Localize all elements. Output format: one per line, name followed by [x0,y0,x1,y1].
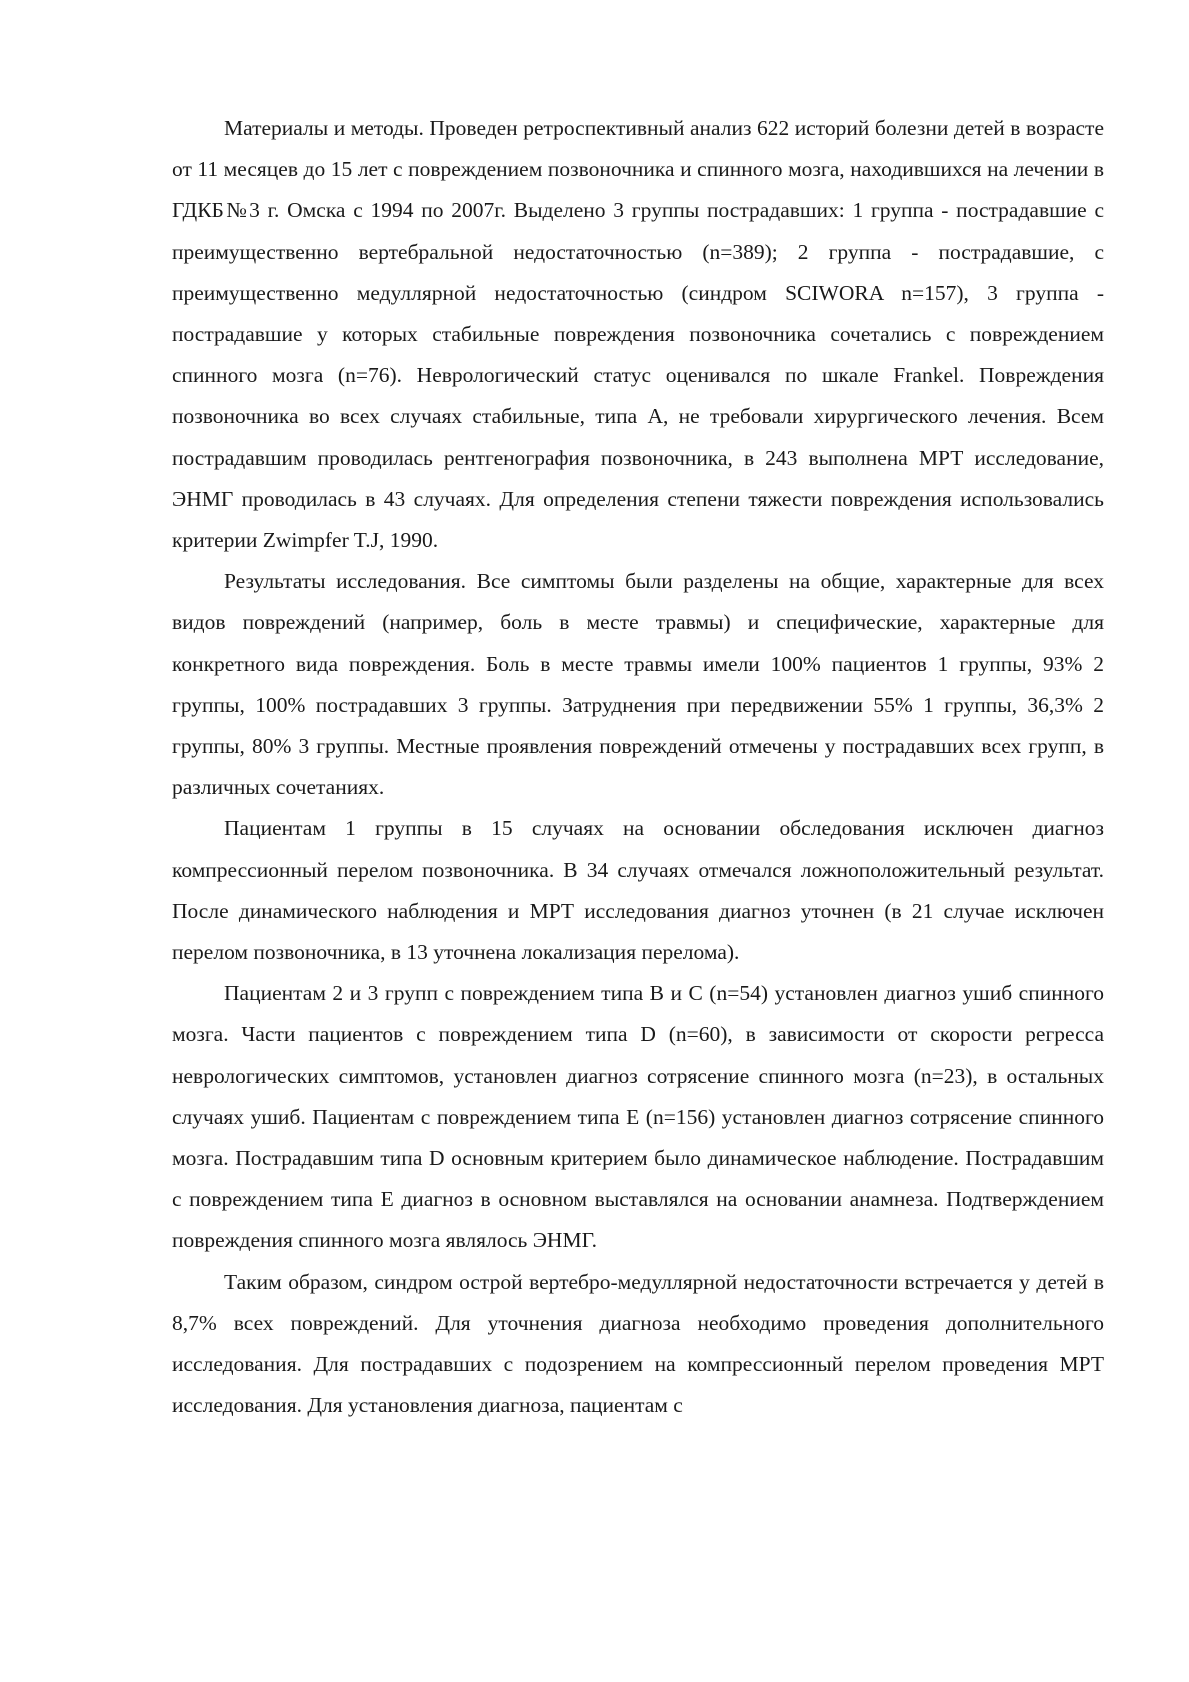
paragraph-conclusion: Таким образом, синдром острой вертебро-медуллярной недостаточности встречается у детей в 8,7% всех повреждений. Для уточнения диагноза необходимо проведения дополнительного исследования. Для пострадавших с подозрением на компрессионный перелом проведения МРТ исследования. Для установления диагноза, пациентам с [172,1269,1104,1418]
paragraph-groups-2-3: Пациентам 2 и 3 групп с повреждением типа В и С (n=54) установлен диагноз ушиб спинного мозга. Части пациентов с повреждением типа D (n=60), в зависимости от скорости регресса неврологических симптомов, установлен диагноз сотрясение спинного мозга (n=23), в остальных случаях ушиб. Пациентам с повреждением типа E (n=156) установлен диагноз сотрясение спинного мозга. Пострадавшим типа D основным критерием было динамическое наблюдение. Пострадавшим с повреждением типа E диагноз в основном выставлялся на основании анамнеза. Подтверждением повреждения спинного мозга являлось ЭНМГ. [172,981,1104,1253]
paragraph-materials-methods: Материалы и методы. Проведен ретроспективный анализ 622 историй болезни детей в возрасте от 11 месяцев до 15 лет с повреждением позвоночника и спинного мозга, находившихся на лечении в ГДКБ№3 г. Омска с 1994 по 2007г. Выделено 3 группы пострадавших: 1 группа - пострадавшие с преимущественно вертебральной недостаточностью (n=389); 2 группа - пострадавшие, с преимущественно медуллярной недостаточностью (синдром SCIWORA n=157), 3 группа - пострадавшие у которых стабильные повреждения позвоночника сочетались с повреждением спинного мозга (n=76). Неврологический статус оценивался по шкале Frankel. Повреждения позвоночника во всех случаях стабильные, типа A, не требовали хирургического лечения. Всем пострадавшим проводилась рентгенография позвоночника, в 243 выполнена МРТ исследование, ЭНМГ проводилась в 43 случаях. Для определения степени тяжести повреждения использовались критерии Zwimpfer T.J, 1990. [172,116,1104,553]
paragraph-results: Результаты исследования. Все симптомы были разделены на общие, характерные для всех видов повреждений (например, боль в месте травмы) и специфические, характерные для конкретного вида повреждения. Боль в месте травмы имели 100% пациентов 1 группы, 93% 2 группы, 100% пострадавших 3 группы. Затруднения при передвижении 55% 1 группы, 36,3% 2 группы, 80% 3 группы. Местные проявления повреждений отмечены у пострадавших всех групп, в различных сочетаниях. [172,569,1104,800]
paragraph-group1: Пациентам 1 группы в 15 случаях на основании обследования исключен диагноз компрессионный перелом позвоночника. В 34 случаях отмечался ложноположительный результат. После динамического наблюдения и МРТ исследования диагноз уточнен (в 21 случае исключен перелом позвоночника, в 13 уточнена локализация перелома). [172,816,1104,965]
document-body [172,108,1104,1427]
